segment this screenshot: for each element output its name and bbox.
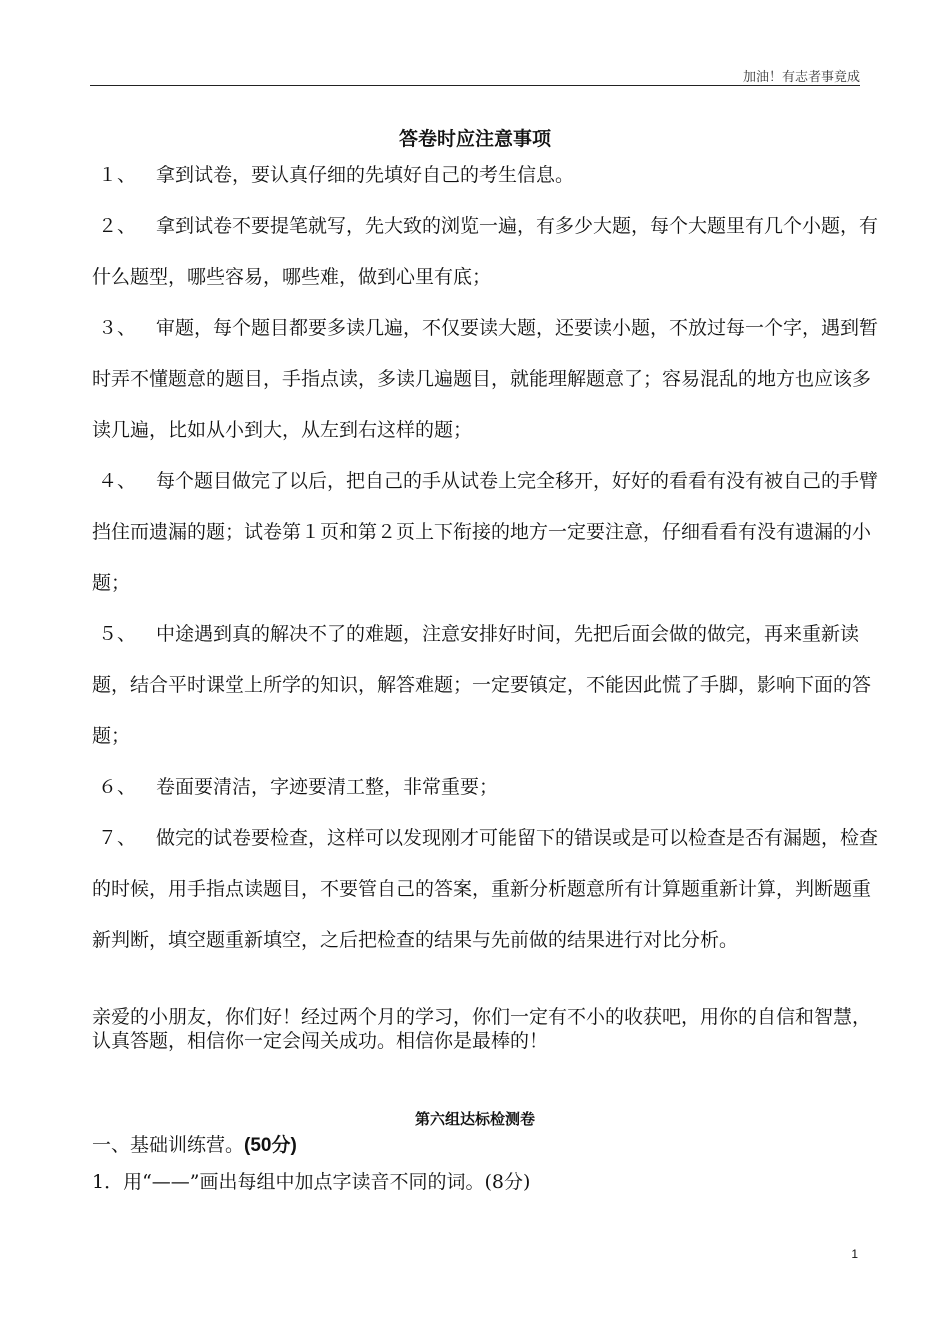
note-item bbox=[92, 813, 882, 966]
note-number: ２、 bbox=[98, 215, 137, 237]
note-text: 卷面要清洁，字迹要清工整，非常重要； bbox=[156, 776, 499, 798]
question-1: 1．用“——”画出每组中加点字读音不同的词。(8分) bbox=[92, 1171, 531, 1193]
header-rule bbox=[90, 85, 860, 86]
note-number: ６、 bbox=[98, 776, 137, 798]
note-text: 做完的试卷要检查，这样可以发现刚才可能留下的错误或是可以检查是否有漏题，检查的时候，用手指点读题目，不要管自己的答案，重新分析题意所有计算题重新计算，判断题重新判断，填空题重新填空，之后把检查的结果与先前做的结果进行对比分析。 bbox=[92, 827, 879, 951]
note-text: 拿到试卷，要认真仔细的先填好自己的考生信息。 bbox=[156, 164, 575, 186]
note-item bbox=[92, 150, 882, 201]
note-item bbox=[92, 762, 882, 813]
note-number: １、 bbox=[98, 164, 137, 186]
note-number: ７、 bbox=[98, 827, 137, 849]
part-one-heading bbox=[92, 1130, 297, 1157]
page-number: 1 bbox=[851, 1247, 858, 1261]
part-one-label: 一、基础训练营。 bbox=[92, 1134, 245, 1156]
note-item bbox=[92, 303, 882, 456]
section-title: 第六组达标检测卷 bbox=[414, 1110, 535, 1128]
note-number: ３、 bbox=[98, 317, 137, 339]
notes-list bbox=[92, 150, 882, 966]
note-item bbox=[92, 456, 882, 609]
note-text: 审题，每个题目都要多读几遍，不仅要读大题，还要读小题，不放过每一个字，遇到暂时弄不懂题意的题目，手指点读，多读几遍题目，就能理解题意了；容易混乱的地方也应该多读几遍，比如从小到大，从左到右这样的题； bbox=[92, 317, 879, 441]
note-number: ４、 bbox=[98, 470, 137, 492]
intro-paragraph: 亲爱的小朋友，你们好！经过两个月的学习，你们一定有不小的收获吧，用你的自信和智慧，认真答题，相信你一定会闯关成功。相信你是最棒的！ bbox=[92, 1006, 872, 1052]
note-number: ５、 bbox=[98, 623, 137, 645]
note-item bbox=[92, 201, 882, 303]
notes-title: 答卷时应注意事项 bbox=[398, 128, 551, 150]
part-one-score: (50分) bbox=[244, 1135, 297, 1156]
note-text: 中途遇到真的解决不了的难题，注意安排好时间，先把后面会做的做完，再来重新读题，结合平时课堂上所学的知识，解答难题；一定要镇定，不能因此慌了手脚，影响下面的答题； bbox=[92, 623, 872, 747]
note-text: 拿到试卷不要提笔就写，先大致的浏览一遍，有多少大题，每个大题里有几个小题，有什么题型，哪些容易，哪些难，做到心里有底； bbox=[92, 215, 879, 288]
note-item bbox=[92, 609, 882, 762]
header-text: 加油！有志者事竟成 bbox=[742, 70, 860, 85]
note-text: 每个题目做完了以后，把自己的手从试卷上完全移开，好好的看看有没有被自己的手臂挡住而遗漏的题；试卷第１页和第２页上下衔接的地方一定要注意，仔细看看有没有遗漏的小题； bbox=[92, 470, 879, 594]
